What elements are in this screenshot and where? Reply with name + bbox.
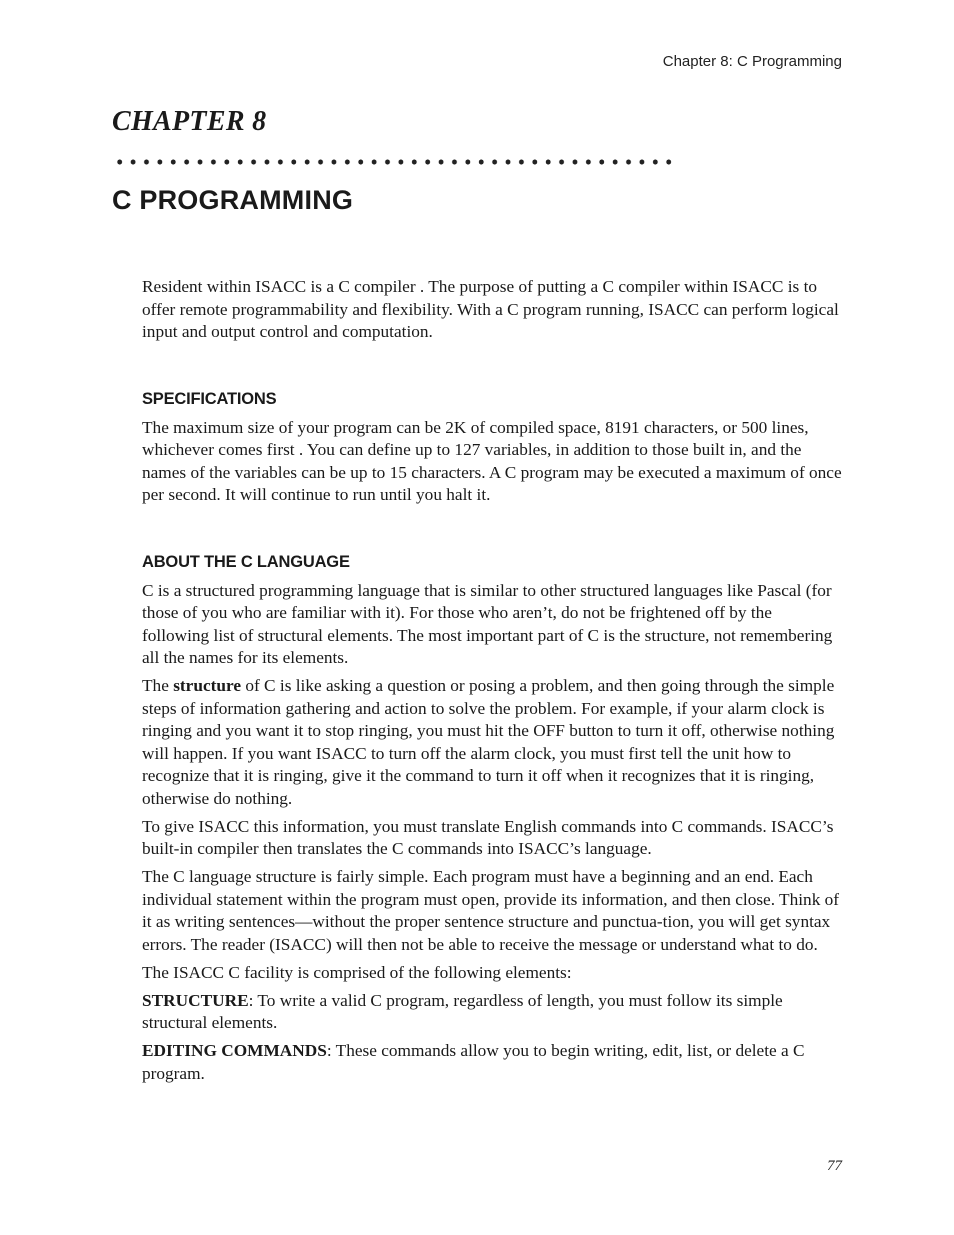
intro-paragraph: Resident within ISACC is a C compiler . The purpose of putting a C compiler within ISACC is to offer remote programmability and flexibility. With a C program running, ISACC can perform logical input and output control and computation. (142, 277, 839, 341)
structure-definition (142, 990, 842, 1035)
body-text (142, 276, 842, 1091)
editing-text: : These commands allow you to begin writing, edit, list, or delete a C program. (142, 1041, 805, 1083)
about-paragraph-3: To give ISACC this information, you must translate English commands into C commands. ISACC’s built-in compiler then translates the C commands into ISACC’s language. (142, 816, 834, 858)
about-paragraph-1: C is a structured programming language that is similar to other structured languages like Pascal (for those of you who are familiar with it). For those who aren’t, do not be frightened off by the following list of structural elements. The most important part of C is the structure, not remembering all the names for its elements. (142, 580, 833, 667)
page-number: 77 (827, 1158, 842, 1174)
p2-lead: The (142, 676, 174, 695)
editing-term: EDITING COMMANDS (142, 1041, 327, 1060)
specifications-paragraph: The maximum size of your program can be 2K of compiled space, 8191 characters, or 500 lines, whichever comes first . You can define up to 127 variables, in addition to those built in, and the names of the variables can be up to 15 characters. A C program may be executed a maximum of once per second. It will continue to run until you halt it. (142, 417, 842, 504)
running-head: Chapter 8: C Programming (662, 53, 842, 70)
editing-definition (142, 1040, 842, 1085)
about-paragraph-4: The C language structure is fairly simple. Each program must have a beginning and an end. Each individual statement within the program must open, provide its information, and then close. Think of it as writing sentences—without the proper sentence structure and punctua-tion, you will get syntax errors. The reader (ISACC) will then not be able to receive the message or understand what to do. (142, 867, 840, 954)
structure-text: : To write a valid C program, regardless of length, you must follow its simple structural elements. (142, 990, 783, 1032)
p2-rest: of C is like asking a question or posing a problem, and then going through the simple steps of information gathering and action to solve the problem. For example, if your alarm clock is ringing and you want it to stop ringing, you must hit the OFF button to turn it off, otherwise nothing will happen. If you want ISACC to turn off the alarm clock, you must first tell the unit how to recognize that it is ringing, give it the command to turn it off when it recognizes that it is ringing, otherwise do nothing. (142, 676, 835, 808)
chapter-label: CHAPTER 8 (112, 106, 267, 137)
structure-term: STRUCTURE (142, 990, 249, 1010)
about-heading: ABOUT THE C LANGUAGE (142, 552, 350, 571)
structure-emphasis: structure (173, 676, 242, 695)
about-paragraph-2 (142, 675, 842, 810)
chapter-title: C PROGRAMMING (112, 185, 354, 215)
about-paragraph-5: The ISACC C facility is comprised of the following elements: (142, 962, 572, 982)
dotted-divider (113, 158, 675, 166)
specifications-heading: SPECIFICATIONS (142, 389, 277, 408)
